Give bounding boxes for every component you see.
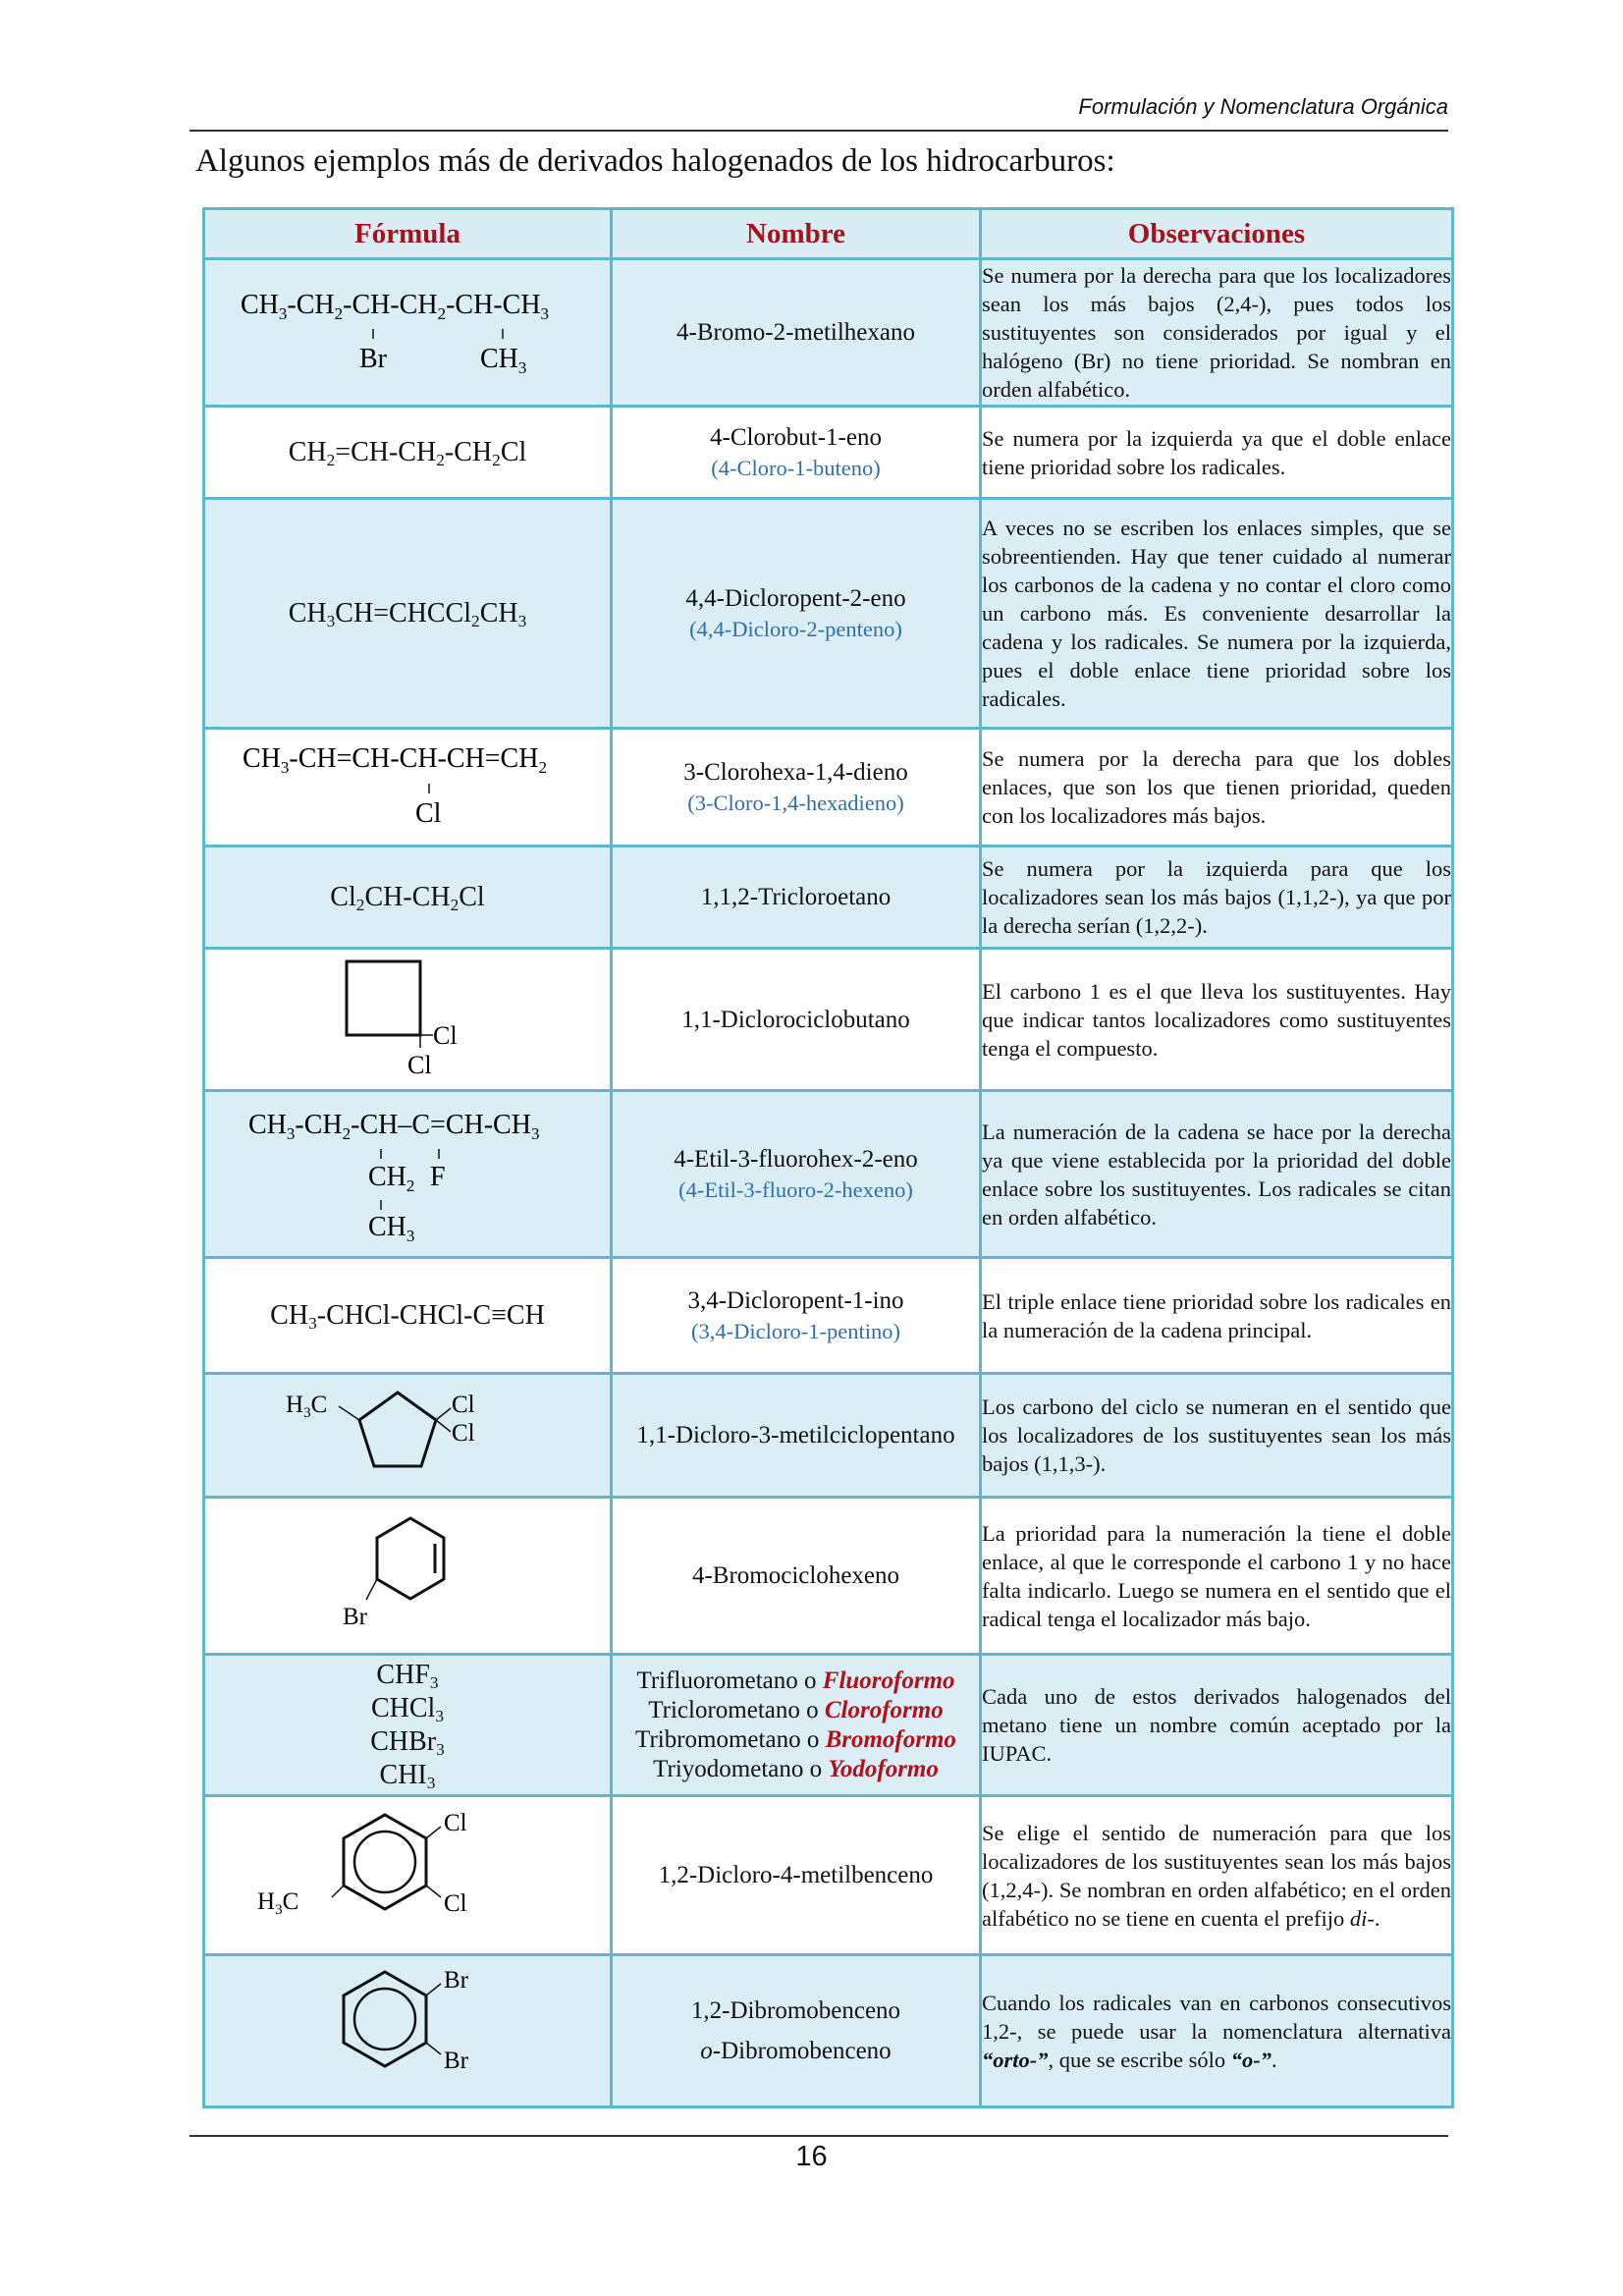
observation-cell: Se numera por la izquierda para que los localizadores sean los más bajos (1,1,2-), ya que por la derecha serían (1,2,2-). bbox=[981, 847, 1453, 949]
name-cell bbox=[612, 1374, 981, 1498]
name-cell bbox=[612, 1258, 981, 1374]
compound-name: Tribromometano o Bromoformo bbox=[635, 1725, 956, 1753]
common-name: Cloroformo bbox=[824, 1696, 944, 1723]
formula-cell bbox=[204, 729, 612, 847]
formula-cell bbox=[204, 1955, 612, 2107]
observation-cell: Se numera por la derecha para que los localizadores sean los más bajos (2,4-), pues todos los sustituyentes son considerados por igual y el halógeno (Br) no tiene prioridad. Se nombran en orden alfabético. bbox=[981, 259, 1453, 407]
running-header-title: Formulación y Nomenclatura Orgánica bbox=[1078, 94, 1448, 119]
label-ch3: $CH_3$ bbox=[480, 344, 527, 377]
intro-text: Algunos ejemplos más de derivados halogenados de los hidrocarburos: bbox=[195, 143, 1115, 179]
formula-cell: $CH_3CH=CHCCl_2CH_3$ bbox=[204, 499, 612, 729]
observation-cell: El carbono 1 es el que lleva los sustituyentes. Hay que indicar tantos localizadores como sustituyentes tenga el compuesto. bbox=[981, 949, 1453, 1091]
name-cell bbox=[612, 499, 981, 729]
compound-name: 4-Clorobut-1-eno bbox=[710, 423, 882, 451]
table-row bbox=[204, 949, 1453, 1091]
compound-name: 1,1,2-Tricloroetano bbox=[700, 884, 892, 910]
table-row bbox=[204, 1091, 1453, 1258]
compound-name: 1,2-Dicloro-4-metilbenceno bbox=[658, 1862, 934, 1888]
observation-cell: Cada uno de estos derivados halogenados del metano tiene un nombre común aceptado por la IUPAC. bbox=[981, 1655, 1453, 1796]
label-cl: Cl bbox=[415, 798, 442, 829]
alternative-name: (4-Etil-3-fluoro-2-hexeno) bbox=[678, 1176, 913, 1202]
formula-cell bbox=[204, 1374, 612, 1498]
formula-cell: $CH_3-CHCl-CHCl-C\equiv CH$ bbox=[204, 1258, 612, 1374]
compound-name: 1,1-Diclorociclobutano bbox=[681, 1006, 910, 1033]
table-row bbox=[204, 1796, 1453, 1955]
formula-4-bromo-2-metilhexano bbox=[205, 260, 610, 398]
formula-1-2-dicloro-4-metilbenceno bbox=[205, 1797, 610, 1946]
alternative-name: (4-Cloro-1-buteno) bbox=[711, 455, 881, 480]
name-cell bbox=[612, 1091, 981, 1258]
name-cell bbox=[612, 407, 981, 499]
common-name: Bromoformo bbox=[825, 1725, 956, 1753]
name-cell bbox=[612, 259, 981, 407]
formula-chi3: $CHI_3$ bbox=[379, 1759, 436, 1792]
compound-name: 4-Bromo-2-metilhexano bbox=[676, 319, 915, 346]
formula-cell bbox=[204, 1796, 612, 1955]
name-cell bbox=[612, 1955, 981, 2107]
label-br: Br bbox=[343, 1604, 367, 1630]
column-header-observations: Observaciones bbox=[981, 209, 1453, 259]
label-cl-bottom: Cl bbox=[444, 1890, 467, 1917]
formula-main-chain: $CH_3-CH_2-CH-C=CH-CH_3$ bbox=[248, 1110, 540, 1143]
formula-cell: $CH_2=CH-CH_2-CH_2Cl$ bbox=[204, 407, 612, 499]
observation-cell: El triple enlace tiene prioridad sobre los radicales en la numeración de la cadena principal. bbox=[981, 1258, 1453, 1374]
formula-4-etil-3-fluorohex-2-eno bbox=[205, 1092, 610, 1249]
label-br-bottom: Br bbox=[444, 2048, 468, 2074]
compound-name: Triyodometano o Yodoformo bbox=[653, 1755, 939, 1782]
formula-chf3: $CHF_3$ bbox=[376, 1659, 439, 1692]
formula-cell bbox=[204, 1091, 612, 1258]
compound-name: 4,4-Dicloropent-2-eno bbox=[685, 584, 906, 612]
label-cl-top: Cl bbox=[444, 1810, 467, 1836]
compound-name: Triclorometano o Cloroformo bbox=[648, 1696, 944, 1723]
label-ch2: $CH_2$ bbox=[368, 1162, 415, 1195]
name-cell bbox=[612, 1796, 981, 1955]
table-row bbox=[204, 1374, 1453, 1498]
formula-cell bbox=[204, 1655, 612, 1796]
table-row bbox=[204, 1498, 1453, 1655]
label-cl-bottom: Cl bbox=[452, 1420, 475, 1447]
formula-1-1-dicloro-3-metilciclopentano bbox=[205, 1375, 610, 1489]
table-row bbox=[204, 847, 1453, 949]
formula-chbr3: CHBr$_3$ bbox=[370, 1725, 445, 1759]
compound-name: 3,4-Dicloropent-1-ino bbox=[687, 1286, 904, 1314]
formula-chcl3: CHCl$_3$ bbox=[370, 1692, 445, 1725]
name-cell bbox=[612, 847, 981, 949]
common-name: Yodoformo bbox=[828, 1755, 939, 1782]
name-cell bbox=[612, 949, 981, 1091]
table-row bbox=[204, 499, 1453, 729]
label-cl-right: Cl bbox=[433, 1021, 458, 1050]
compound-name: 1,2-Dibromobenceno bbox=[690, 1997, 901, 2024]
name-cell bbox=[612, 1655, 981, 1796]
compound-name: 4-Etil-3-fluorohex-2-eno bbox=[674, 1145, 918, 1173]
column-header-formula: Fórmula bbox=[204, 209, 612, 259]
label-cl-bottom: Cl bbox=[407, 1051, 432, 1079]
observation-cell: La numeración de la cadena se hace por la derecha ya que viene establecida por la prioridad del doble enlace sobre los sustituyentes. Los radicales se citan en orden alfabético. bbox=[981, 1091, 1453, 1258]
table-header-row bbox=[204, 209, 1453, 259]
label-cl-top: Cl bbox=[452, 1392, 475, 1418]
formula-cell bbox=[204, 949, 612, 1091]
name-cell bbox=[612, 1498, 981, 1655]
label-ch3: $CH_3$ bbox=[368, 1212, 415, 1245]
alternative-name: (3-Cloro-1,4-hexadieno) bbox=[687, 790, 904, 815]
formula-main-chain: $CH_3-CH=CH-CH-CH=CH_2$ bbox=[243, 743, 547, 777]
compound-name-alternative: o-Dibromobenceno bbox=[700, 2038, 892, 2064]
label-br-top: Br bbox=[444, 1967, 468, 1994]
formula-4-bromociclohexeno bbox=[205, 1499, 610, 1646]
compound-name: 1,1-Dicloro-3-metilciclopentano bbox=[636, 1422, 955, 1449]
footer-rule bbox=[189, 2135, 1448, 2137]
halogen-derivatives-table bbox=[202, 207, 1454, 2108]
observation-cell: Se numera por la izquierda ya que el doble enlace tiene prioridad sobre los radicales. bbox=[981, 407, 1453, 499]
alternative-name: (3,4-Dicloro-1-pentino) bbox=[690, 1318, 901, 1343]
observation-cell: Cuando los radicales van en carbonos consecutivos 1,2-, se puede usar la nomenclatura alternativa “orto-”, que se escribe sólo “o-”. bbox=[981, 1955, 1453, 2107]
observation-cell: Se elige el sentido de numeración para que los localizadores de los sustituyentes sean los más bajos (1,2,4-). Se nombran en orden alfabético; en el orden alfabético no se tiene en cuenta el prefijo di-. bbox=[981, 1796, 1453, 1955]
page-number: 16 bbox=[795, 2141, 828, 2172]
compound-name: Trifluorometano o Fluoroformo bbox=[636, 1667, 955, 1694]
formula-main-chain: $CH_3-CH_2-CH-CH_2-CH-CH_3$ bbox=[241, 290, 550, 323]
formula-cell bbox=[204, 259, 612, 407]
table-row bbox=[204, 407, 1453, 499]
formula-1-1-diclorociclobutano bbox=[205, 950, 610, 1082]
alternative-name: (4,4-Dicloro-2-penteno) bbox=[689, 616, 902, 641]
formula-3-clorohexa-1-4-dieno bbox=[205, 730, 610, 838]
table-row bbox=[204, 1258, 1453, 1374]
compound-name: 3-Clorohexa-1,4-dieno bbox=[683, 758, 908, 786]
table-row bbox=[204, 259, 1453, 407]
observation-cell: Los carbono del ciclo se numeran en el sentido que los localizadores de los sustituyentes sean los más bajos (1,1,3-). bbox=[981, 1374, 1453, 1498]
label-f: F bbox=[430, 1162, 446, 1192]
column-header-name: Nombre bbox=[612, 209, 981, 259]
common-name: Fluoroformo bbox=[822, 1667, 955, 1694]
compound-name: 4-Bromociclohexeno bbox=[691, 1562, 900, 1589]
formula-cell bbox=[204, 1498, 612, 1655]
observation-cell: Se numera por la derecha para que los dobles enlaces, que son los que tienen prioridad, queden con los localizadores más bajos. bbox=[981, 729, 1453, 847]
label-h3c: $H_3C$ bbox=[286, 1392, 328, 1421]
table-row bbox=[204, 1955, 1453, 2107]
table-row bbox=[204, 1655, 1453, 1796]
label-br: Br bbox=[359, 344, 387, 374]
formula-cell: $Cl_2CH-CH_2Cl$ bbox=[204, 847, 612, 949]
running-header bbox=[189, 90, 1448, 132]
label-h3c: $H_3C$ bbox=[257, 1888, 299, 1918]
table-row bbox=[204, 729, 1453, 847]
observation-cell: La prioridad para la numeración la tiene el doble enlace, al que le corresponde el carbono 1 y no hace falta indicarlo. Luego se numera en el sentido que el radical tenga el localizador más bajo. bbox=[981, 1498, 1453, 1655]
formula-1-2-dibromobenceno bbox=[205, 1956, 610, 2099]
observation-cell: A veces no se escriben los enlaces simples, que se sobreentienden. Hay que tener cuidado al numerar los carbonos de la cadena y no contar el cloro como un carbono más. Es conveniente desarrollar la cadena y los radicales. Se numera por la izquierda, pues el doble enlace tiene prioridad sobre los radicales. bbox=[981, 499, 1453, 729]
name-cell bbox=[612, 729, 981, 847]
